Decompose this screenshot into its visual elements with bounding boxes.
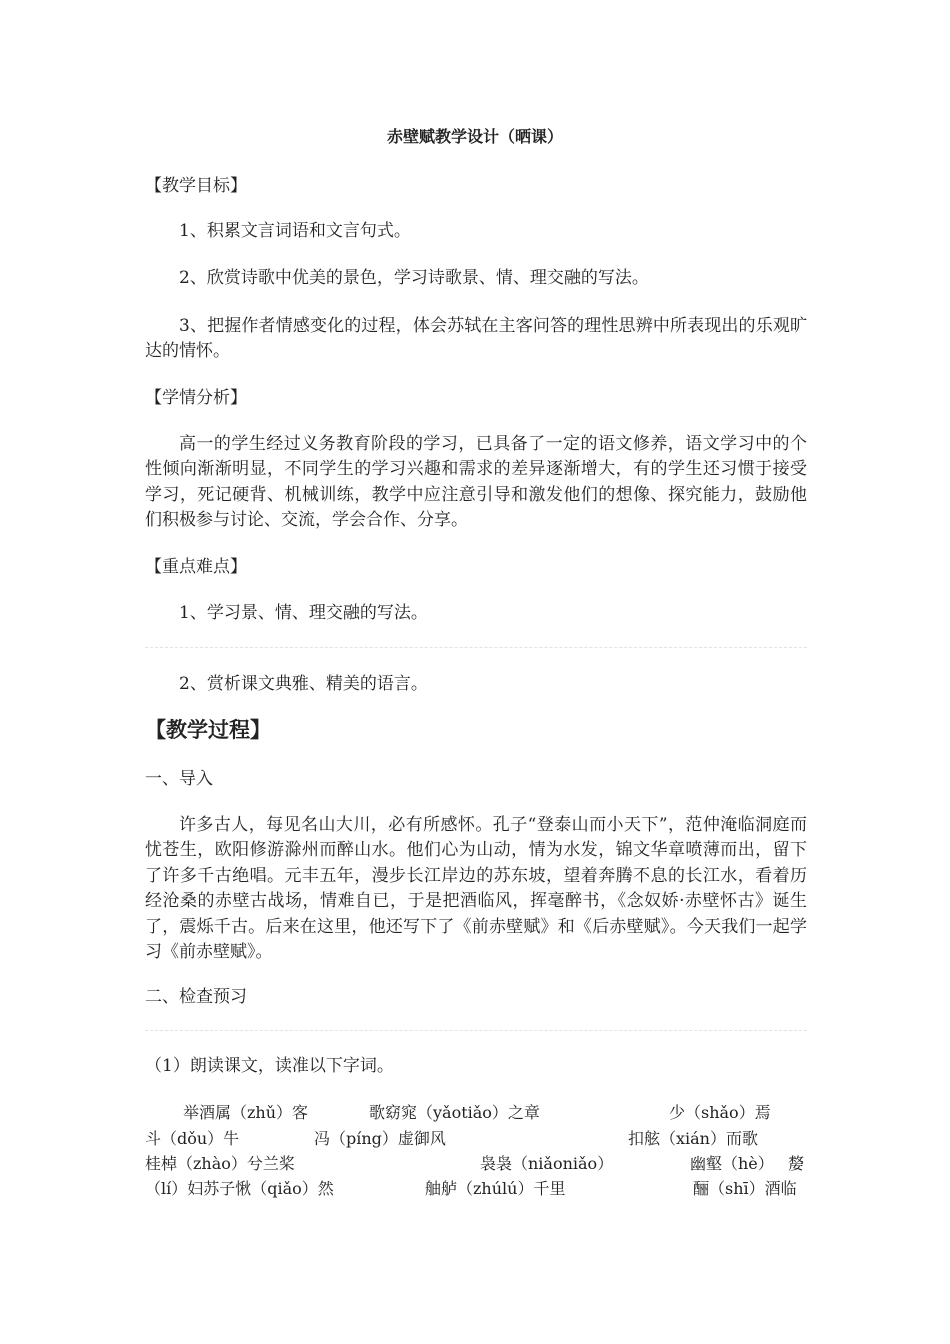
check-heading: 二、检查预习 [145, 987, 247, 1007]
goals-heading: 【教学目标】 [145, 176, 247, 196]
vocab-item: 少（shǎo）焉 [669, 1103, 771, 1122]
divider [145, 647, 807, 648]
vocab-item: 幽壑（hè） [690, 1154, 774, 1173]
vocab-item: 酾（shī）酒临 [693, 1179, 797, 1198]
vocab-item: 嫠 [788, 1154, 805, 1173]
intro-text: 许多古人，每见名山大川，必有所感怀。孔子“登泰山而小天下”，范仲淹临洞庭而忧苍生，欧阳修游滁州而醉山水。他们心为山动，情为水发，锦文华章喷薄而出，留下了许多千古绝唱。元丰五年，漫步长江岸边的苏东坡，望着奔腾不息的长江水，看着历经沧桑的赤壁古战场，情难自已，于是把酒临风，挥毫醉书，《念奴娇·赤壁怀古》诞生了，震烁千古。后来在这里，他还写下了《前赤壁赋》和《后赤壁赋》。今天我们一起学习《前赤壁赋》。 [145, 815, 807, 963]
analysis-text: 高一的学生经过义务教育阶段的学习，已具备了一定的语文修养，语文学习中的个性倾向渐渐明显，不同学生的学习兴趣和需求的差异逐渐增大，有的学生还习惯于接受学习，死记硬背、机械训练，教学中应注意引导和激发他们的想像、探究能力，鼓励他们积极参与讨论、交流，学会合作、分享。 [145, 434, 807, 531]
vocab-item: 冯（píng）虚御风 [314, 1129, 446, 1148]
intro-heading: 一、导入 [145, 769, 213, 789]
vocab-item: 举酒属（zhǔ）客 [183, 1103, 309, 1122]
page-title: 赤壁赋教学设计（晒课） [386, 127, 563, 146]
divider [145, 1030, 807, 1031]
vocab-row [145, 1100, 807, 1126]
keypoint-item-2: 2、赏析课文典雅、精美的语言。 [179, 674, 428, 694]
keypoint-item-1: 1、学习景、情、理交融的写法。 [179, 603, 428, 623]
goal-item-3: 3、把握作者情感变化的过程，体会苏轼在主客问答的理性思辨中所表现出的乐观旷达的情怀。 [145, 316, 807, 362]
vocab-item: 歌窈窕（yǎotiǎo）之章 [369, 1103, 540, 1122]
vocab-item: 袅袅（niǎoniǎo） [480, 1154, 614, 1173]
goal-item-2: 2、欣赏诗歌中优美的景色，学习诗歌景、情、理交融的写法。 [179, 268, 649, 288]
process-heading: 【教学过程】 [145, 718, 271, 742]
vocab-item: （lí）妇苏子愀（qiǎo）然 [145, 1179, 334, 1198]
vocab-row [145, 1126, 807, 1152]
goal-item-1: 1、积累文言词语和文言句式。 [179, 221, 411, 241]
keypoints-heading: 【重点难点】 [145, 557, 247, 577]
vocab-row [145, 1151, 807, 1177]
reading-task: （1）朗读课文，读准以下字词。 [145, 1056, 394, 1076]
vocab-item: 斗（dǒu）牛 [145, 1129, 240, 1148]
vocab-item: 扣舷（xián）而歌 [628, 1129, 758, 1148]
vocab-item: 舳舻（zhúlú）千里 [425, 1179, 566, 1198]
analysis-heading: 【学情分析】 [145, 388, 247, 408]
vocab-item: 桂棹（zhào）兮兰桨 [145, 1154, 295, 1173]
vocab-row [145, 1176, 807, 1202]
